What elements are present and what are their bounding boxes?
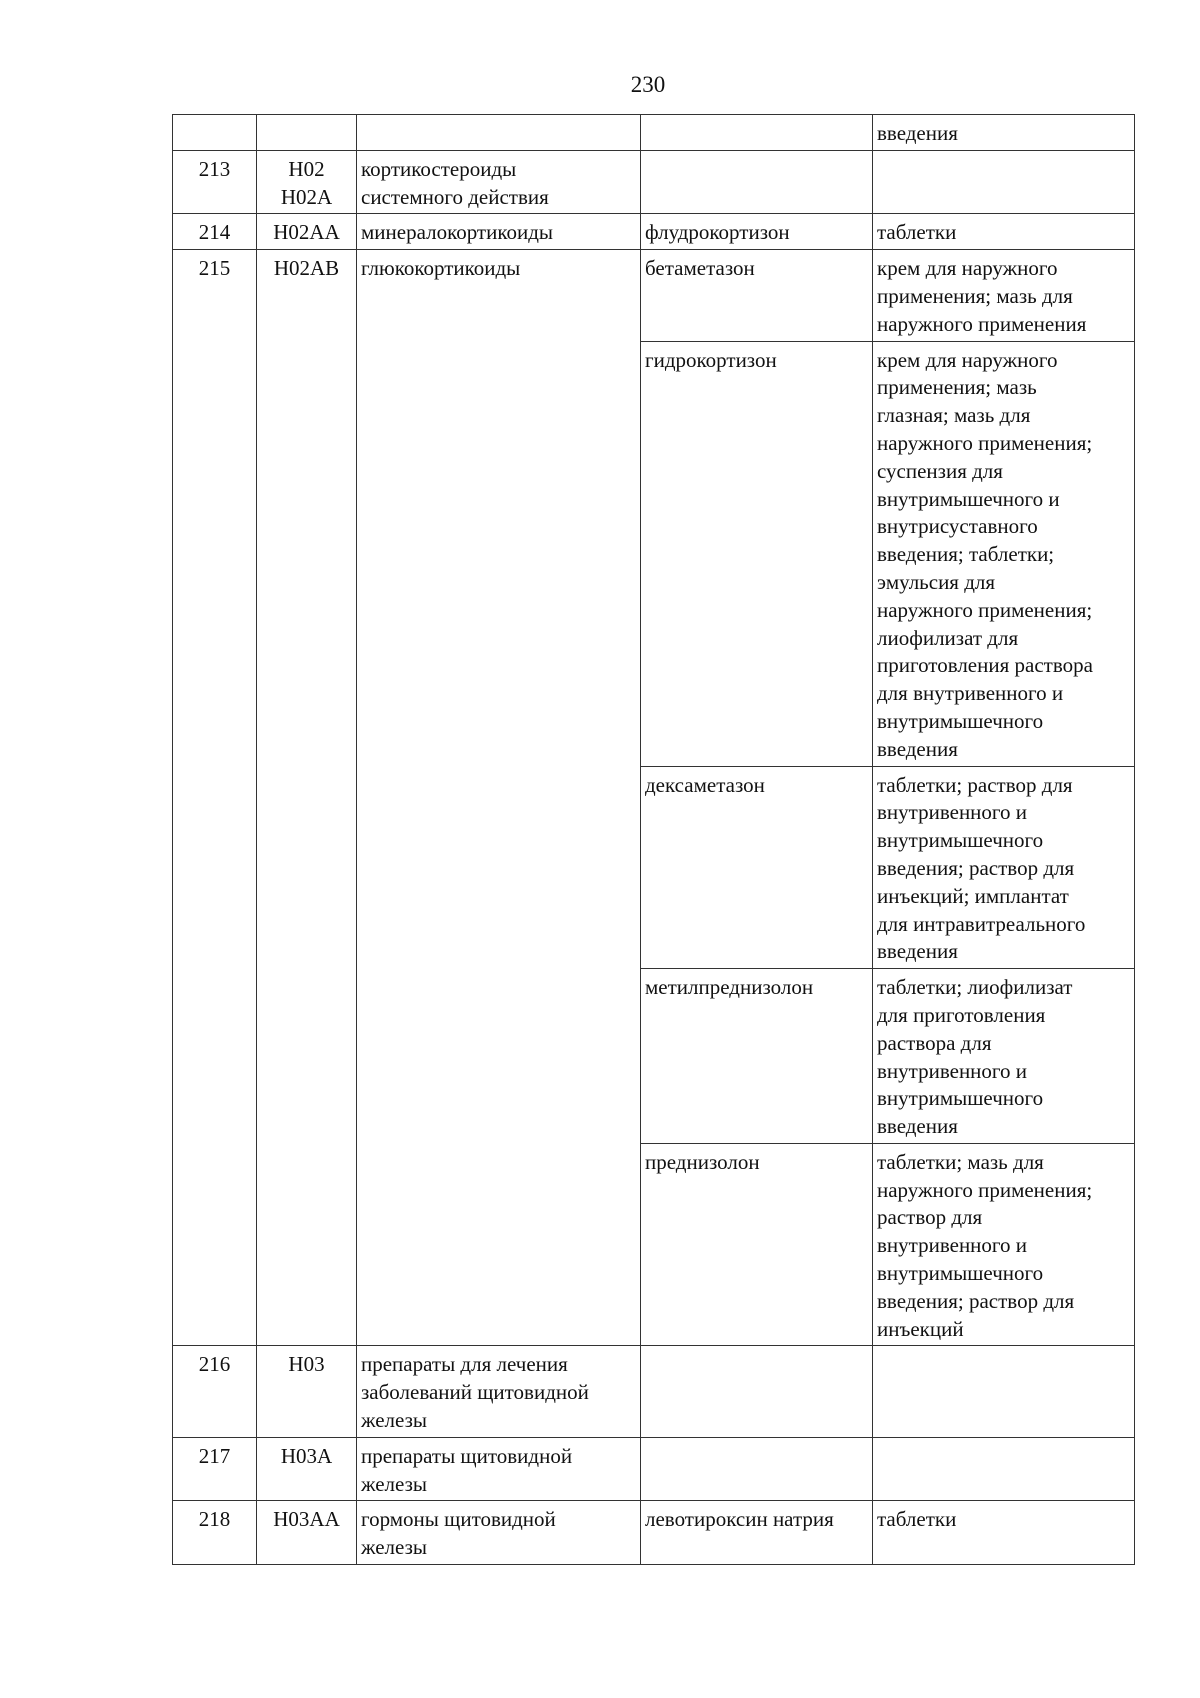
drug-cell: бетаметазон (641, 250, 873, 341)
table-row-213 (173, 150, 1135, 214)
form-line: таблетки; раствор для (877, 772, 1073, 797)
form-cell (873, 1437, 1135, 1501)
form-line: внутримышечного (877, 1086, 1044, 1111)
form-line: инъекций; имплантат (877, 883, 1069, 908)
drug-table (172, 114, 1135, 1565)
drug-line: флудрокортизон (645, 220, 790, 245)
form-cell (873, 1501, 1135, 1565)
code-cell (257, 1346, 357, 1437)
form-line: суспензия для (877, 458, 1003, 483)
code-cell (257, 1501, 357, 1565)
group-cell (357, 1346, 641, 1437)
table-row-continued (173, 115, 1135, 151)
drug-cell: гидрокортизон (641, 341, 873, 766)
form-line: наружного применения; (877, 430, 1093, 455)
form-line: внутримышечного и (877, 486, 1060, 511)
code-cell (257, 214, 357, 250)
group-cell (357, 214, 641, 250)
group-cell (357, 115, 641, 151)
form-line: внутрисуставного (877, 514, 1038, 539)
group-line: минералокортикоиды (361, 220, 554, 245)
drug-cell (641, 1501, 873, 1565)
form-line: таблетки (877, 220, 957, 245)
form-line: внутримышечного (877, 708, 1044, 733)
code-line: H03 (288, 1352, 325, 1377)
form-line: лиофилизат для (877, 625, 1019, 650)
form-cell (873, 150, 1135, 214)
form-line: раствора для (877, 1030, 992, 1055)
form-cell (873, 1346, 1135, 1437)
drug-cell (641, 115, 873, 151)
form-cell (873, 250, 1135, 341)
form-line: раствор для (877, 1205, 983, 1230)
table-row-215 (173, 250, 1135, 341)
form-line: применения; мазь (877, 375, 1037, 400)
group-line: железы (361, 1471, 428, 1496)
table-row-214 (173, 214, 1135, 250)
code-line: H03AA (273, 1507, 340, 1532)
form-line: приготовления раствора (877, 653, 1093, 678)
form-cell (873, 1143, 1135, 1346)
group-line: препараты для лечения (361, 1352, 568, 1377)
code-cell (257, 250, 357, 1346)
form-line: наружного применения; (877, 597, 1093, 622)
group-line: системного действия (361, 184, 549, 209)
form-line: введения (877, 939, 958, 964)
drug-cell (641, 150, 873, 214)
drug-cell (641, 1437, 873, 1501)
group-line: препараты щитовидной (361, 1443, 573, 1468)
form-line: таблетки; мазь для (877, 1149, 1044, 1174)
form-line: введения (877, 121, 958, 145)
num-cell: 218 (173, 1501, 257, 1565)
form-line: для интравитреального (877, 911, 1086, 936)
form-cell (873, 214, 1135, 250)
num-cell: 216 (173, 1346, 257, 1437)
form-line: наружного применения; (877, 1177, 1093, 1202)
num-cell: 214 (173, 214, 257, 250)
form-line: введения; раствор для (877, 855, 1075, 880)
form-line: введения; раствор для (877, 1288, 1075, 1313)
form-line: внутримышечного (877, 1261, 1044, 1286)
form-cell (873, 969, 1135, 1144)
form-line: введения (877, 1114, 958, 1139)
form-line: введения; таблетки; (877, 542, 1055, 567)
form-line: наружного применения (877, 311, 1087, 336)
num-cell: 213 (173, 150, 257, 214)
group-line: заболеваний щитовидной (361, 1380, 589, 1405)
table-row-216 (173, 1346, 1135, 1437)
form-line: таблетки; лиофилизат (877, 975, 1073, 1000)
code-cell (257, 1437, 357, 1501)
form-line: внутримышечного (877, 828, 1044, 853)
group-cell (357, 1437, 641, 1501)
table-row-218 (173, 1501, 1135, 1565)
form-line: внутривенного и (877, 1058, 1027, 1083)
group-line: гормоны щитовидной (361, 1507, 556, 1532)
drug-cell: преднизолон (641, 1143, 873, 1346)
num-cell: 217 (173, 1437, 257, 1501)
form-cell (873, 766, 1135, 969)
form-line: внутривенного и (877, 1233, 1027, 1258)
form-line: крем для наружного (877, 256, 1058, 281)
form-line: для внутривенного и (877, 681, 1064, 706)
code-line: H02A (280, 184, 333, 209)
form-cell (873, 115, 1135, 151)
page-number: 230 (630, 72, 666, 97)
group-line: железы (361, 1408, 428, 1433)
form-line: эмульсия для (877, 569, 996, 594)
form-line: крем для наружного (877, 347, 1058, 372)
num-cell (173, 115, 257, 151)
drug-line: левотироксин натрия (645, 1507, 834, 1532)
form-line: применения; мазь для (877, 283, 1073, 308)
num-cell: 215 (173, 250, 257, 1346)
code-cell (257, 150, 357, 214)
drug-cell (641, 1346, 873, 1437)
drug-cell (641, 214, 873, 250)
code-line: H02AA (273, 220, 340, 245)
form-line: таблетки (877, 1507, 957, 1532)
form-line: для приготовления (877, 1002, 1046, 1027)
table-row-217 (173, 1437, 1135, 1501)
form-cell (873, 341, 1135, 766)
form-line: внутривенного и (877, 800, 1027, 825)
code-line: H02 (288, 156, 325, 181)
group-cell (357, 250, 641, 1346)
code-line: H02AB (273, 256, 340, 281)
form-line: инъекций (877, 1316, 964, 1341)
group-line: железы (361, 1535, 428, 1560)
group-cell (357, 150, 641, 214)
form-line: введения (877, 736, 958, 761)
code-line: H03A (280, 1443, 333, 1468)
group-line: глюкокортикоиды (361, 256, 521, 281)
form-line: глазная; мазь для (877, 403, 1031, 428)
drug-cell: метилпреднизолон (641, 969, 873, 1144)
group-line: кортикостероиды (361, 156, 517, 181)
code-cell (257, 115, 357, 151)
group-cell (357, 1501, 641, 1565)
drug-cell: дексаметазон (641, 766, 873, 969)
